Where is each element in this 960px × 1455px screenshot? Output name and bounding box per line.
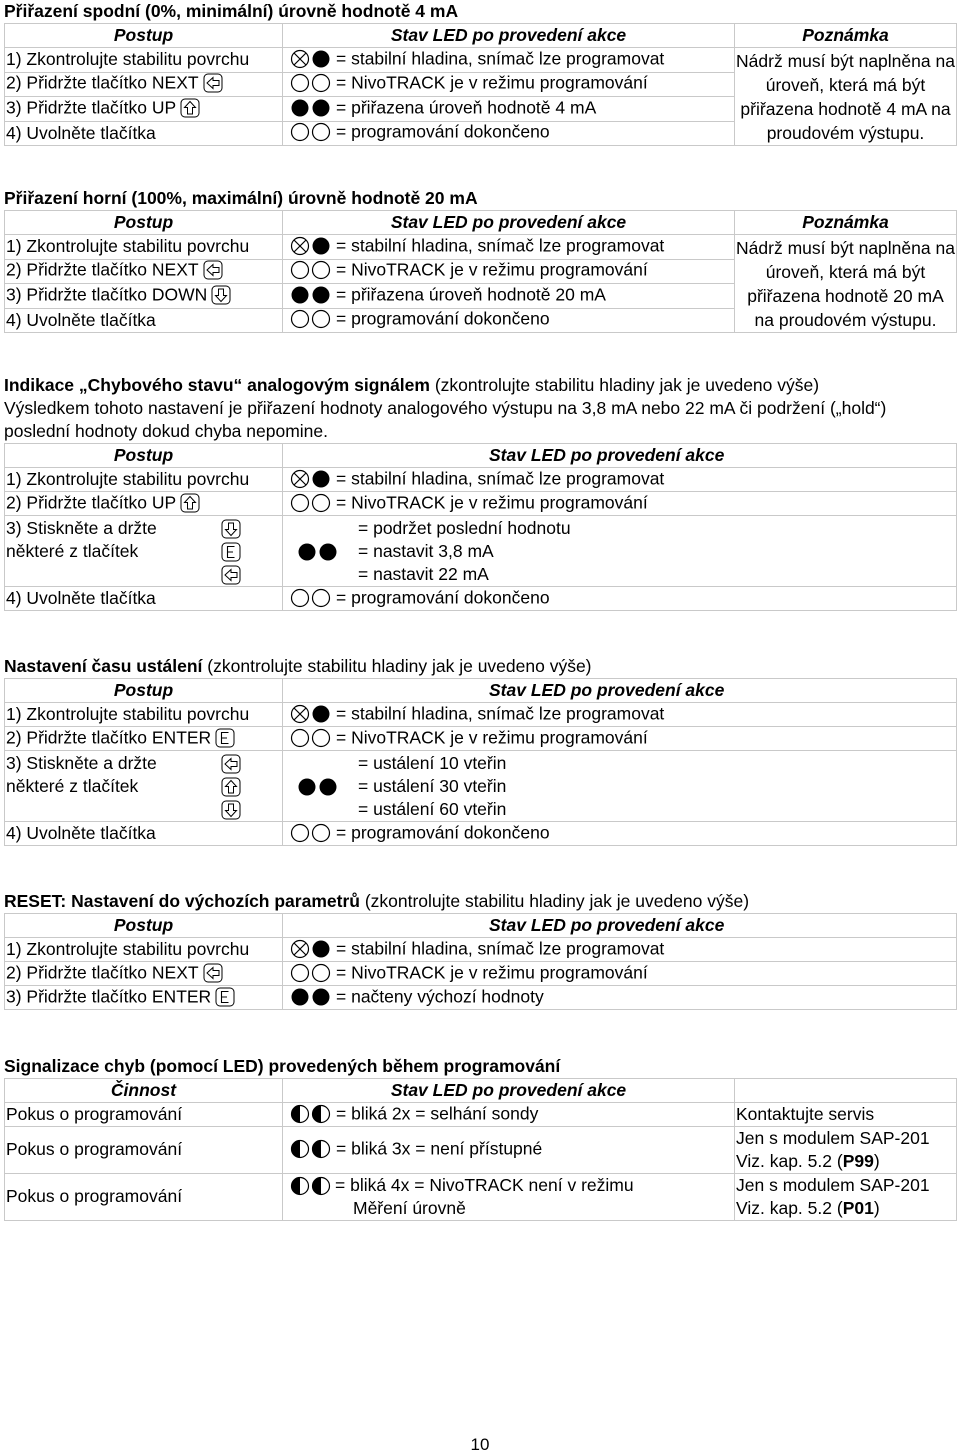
section-error-signaling xyxy=(4,1055,956,1221)
led-cross-filled-icon xyxy=(290,469,332,489)
table-row xyxy=(5,938,957,962)
note-cell: Jen s modulem SAP-201 Viz. kap. 5.2 (P99) xyxy=(735,1127,957,1174)
col-header-stav: Stav LED po provedení akce xyxy=(283,24,735,48)
table-row xyxy=(5,492,957,516)
section-reset xyxy=(4,890,956,1010)
up-button-icon xyxy=(180,493,200,513)
step-cell: 4) Uvolněte tlačítka xyxy=(5,587,283,611)
next-button-icon xyxy=(203,73,223,93)
led-both-off-icon xyxy=(290,493,332,513)
led-both-on-icon xyxy=(290,98,332,118)
led-cross-filled-icon xyxy=(290,939,332,959)
section-title: RESET: Nastavení do výchozích parametrů (zkontrolujte stabilitu hladiny jak je uvedeno výše) xyxy=(4,891,750,911)
led-state-cell: = načteny výchozí hodnoty xyxy=(283,986,957,1010)
col-header-postup: Postup xyxy=(5,211,283,235)
section-settling-time xyxy=(4,655,956,846)
section-title: Nastavení času ustálení (zkontrolujte stabilitu hladiny jak je uvedeno výše) xyxy=(4,656,592,676)
col-header-stav: Stav LED po provedení akce xyxy=(283,1079,735,1103)
col-header-postup: Postup xyxy=(5,679,283,703)
step-cell: 1) Zkontrolujte stabilitu povrchu xyxy=(5,468,283,492)
led-both-on-icon xyxy=(297,777,339,797)
table-row xyxy=(5,1127,957,1174)
next-button-icon xyxy=(203,260,223,280)
table-row xyxy=(5,703,957,727)
led-state-cell: = bliká 4x = NivoTRACK není v režimu Měření úrovně xyxy=(283,1174,735,1221)
step-cell: 3) Stiskněte a držte některé z tlačítek xyxy=(5,751,283,822)
led-state-cell: = bliká 3x = není přístupné xyxy=(283,1127,735,1174)
up-button-icon xyxy=(221,777,241,797)
enter-button-icon xyxy=(221,542,241,562)
action-cell: Pokus o programování xyxy=(5,1103,283,1127)
led-cross-filled-icon xyxy=(290,49,332,69)
section-title: Přiřazení spodní (0%, minimální) úrovně hodnotě 4 mA xyxy=(4,1,459,21)
step-cell: 1) Zkontrolujte stabilitu povrchu xyxy=(5,938,283,962)
table-row xyxy=(5,48,957,73)
led-state-cell: = podržet poslední hodnotu = nastavit 3,8 mA = nastavit 22 mA xyxy=(283,516,957,587)
step-cell: 4) Uvolněte tlačítka xyxy=(5,822,283,846)
led-state-cell: = programování dokončeno xyxy=(283,308,735,333)
note-cell: Nádrž musí být naplněna na úroveň, která má být přiřazena hodnotě 4 mA na proudovém výstupu. xyxy=(735,48,957,146)
section-title: Indikace „Chybového stavu“ analogovým signálem (zkontrolujte stabilitu hladiny jak je uvedeno výše) xyxy=(4,375,820,395)
led-state-cell: = programování dokončeno xyxy=(283,822,957,846)
note-cell: Nádrž musí být naplněna na úroveň, která má být přiřazena hodnotě 20 mA na proudovém výstupu. xyxy=(735,235,957,333)
led-both-off-icon xyxy=(290,73,332,93)
col-header-stav: Stav LED po provedení akce xyxy=(283,211,735,235)
step-cell: 3) Přidržte tlačítko DOWN xyxy=(5,284,283,309)
section-description: Výsledkem tohoto nastavení je přiřazení hodnoty analogového výstupu na 3,8 mA nebo 22 mA či podržení („hold“) poslední hodnoty dokud chyba nepomine. xyxy=(4,398,887,441)
col-header-poznamka: Poznámka xyxy=(735,24,957,48)
led-state-cell: = NivoTRACK je v režimu programování xyxy=(283,72,735,97)
led-state-cell: = NivoTRACK je v režimu programování xyxy=(283,962,957,986)
led-both-off-icon xyxy=(290,588,332,608)
step-cell: 3) Stiskněte a držte některé z tlačítek xyxy=(5,516,283,587)
section-title: Signalizace chyb (pomocí LED) provedených během programování xyxy=(4,1056,561,1076)
table-row xyxy=(5,962,957,986)
procedure-table xyxy=(4,913,957,1010)
procedure-table xyxy=(4,23,957,146)
led-state-cell: = ustálení 10 vteřin = ustálení 30 vteřin = ustálení 60 vteřin xyxy=(283,751,957,822)
col-header-postup: Postup xyxy=(5,914,283,938)
led-state-cell: = NivoTRACK je v režimu programování xyxy=(283,727,957,751)
led-state-cell: = stabilní hladina, snímač lze programovat xyxy=(283,938,957,962)
led-both-off-icon xyxy=(290,823,332,843)
led-state-cell: = stabilní hladina, snímač lze programovat xyxy=(283,48,735,73)
step-cell: 3) Přidržte tlačítko UP xyxy=(5,97,283,122)
step-cell: 1) Zkontrolujte stabilitu povrchu xyxy=(5,703,283,727)
led-state-cell: = NivoTRACK je v režimu programování xyxy=(283,492,957,516)
step-cell: 1) Zkontrolujte stabilitu povrchu xyxy=(5,235,283,260)
table-row xyxy=(5,986,957,1010)
next-button-icon xyxy=(221,754,241,774)
led-state-cell: = stabilní hladina, snímač lze programovat xyxy=(283,235,735,260)
led-state-cell: = programování dokončeno xyxy=(283,587,957,611)
step-cell: 2) Přidržte tlačítko UP xyxy=(5,492,283,516)
enter-button-icon xyxy=(215,987,235,1007)
led-cross-filled-icon xyxy=(290,704,332,724)
down-button-icon xyxy=(211,285,231,305)
led-both-off-icon xyxy=(290,963,332,983)
action-cell: Pokus o programování xyxy=(5,1127,283,1174)
col-header-poznamka: Poznámka xyxy=(735,211,957,235)
step-cell: 2) Přidržte tlačítko NEXT xyxy=(5,259,283,284)
led-state-cell: = stabilní hladina, snímač lze programovat xyxy=(283,468,957,492)
led-both-off-icon xyxy=(290,309,332,329)
down-button-icon xyxy=(221,800,241,820)
led-state-cell: = stabilní hladina, snímač lze programovat xyxy=(283,703,957,727)
led-blinking-icon xyxy=(290,1104,332,1124)
led-state-cell: = bliká 2x = selhání sondy xyxy=(283,1103,735,1127)
col-header-stav: Stav LED po provedení akce xyxy=(283,444,957,468)
up-button-icon xyxy=(180,98,200,118)
procedure-table xyxy=(4,210,957,333)
col-header-cinnost: Činnost xyxy=(5,1079,283,1103)
section-low-level xyxy=(4,0,956,146)
table-row xyxy=(5,468,957,492)
table-row xyxy=(5,822,957,846)
table-row xyxy=(5,516,957,587)
section-high-level xyxy=(4,187,956,333)
col-header-stav: Stav LED po provedení akce xyxy=(283,914,957,938)
note-cell: Jen s modulem SAP-201 Viz. kap. 5.2 (P01) xyxy=(735,1174,957,1221)
col-header-stav: Stav LED po provedení akce xyxy=(283,679,957,703)
led-state-cell: = NivoTRACK je v režimu programování xyxy=(283,259,735,284)
section-error-indication xyxy=(4,374,956,611)
next-button-icon xyxy=(203,963,223,983)
led-both-on-icon xyxy=(290,987,332,1007)
note-cell: Kontaktujte servis xyxy=(735,1103,957,1127)
table-row xyxy=(5,1174,957,1221)
table-row xyxy=(5,587,957,611)
step-cell: 4) Uvolněte tlačítka xyxy=(5,308,283,333)
step-cell: 2) Přidržte tlačítko NEXT xyxy=(5,962,283,986)
procedure-table xyxy=(4,443,957,611)
page-number: 10 xyxy=(470,1435,490,1454)
enter-button-icon xyxy=(215,728,235,748)
table-row xyxy=(5,727,957,751)
error-code: P01 xyxy=(842,1198,874,1218)
led-blinking-icon xyxy=(290,1139,332,1159)
col-header-empty xyxy=(735,1079,957,1103)
col-header-postup: Postup xyxy=(5,444,283,468)
led-state-cell: = přiřazena úroveň hodnotě 4 mA xyxy=(283,97,735,122)
table-row xyxy=(5,235,957,260)
led-blinking-icon xyxy=(290,1176,332,1196)
next-button-icon xyxy=(221,565,241,585)
led-both-on-icon xyxy=(290,285,332,305)
step-cell: 2) Přidržte tlačítko ENTER xyxy=(5,727,283,751)
section-title: Přiřazení horní (100%, maximální) úrovně hodnotě 20 mA xyxy=(4,188,478,208)
table-row xyxy=(5,1103,957,1127)
error-table xyxy=(4,1078,957,1221)
procedure-table xyxy=(4,678,957,846)
led-state-cell: = přiřazena úroveň hodnotě 20 mA xyxy=(283,284,735,309)
step-cell: 1) Zkontrolujte stabilitu povrchu xyxy=(5,48,283,73)
led-both-off-icon xyxy=(290,122,332,142)
led-both-off-icon xyxy=(290,260,332,280)
action-cell: Pokus o programování xyxy=(5,1174,283,1221)
error-code: P99 xyxy=(842,1151,874,1171)
step-cell: 3) Přidržte tlačítko ENTER xyxy=(5,986,283,1010)
led-both-on-icon xyxy=(297,542,339,562)
led-state-cell: = programování dokončeno xyxy=(283,121,735,146)
table-row xyxy=(5,751,957,822)
led-both-off-icon xyxy=(290,728,332,748)
col-header-postup: Postup xyxy=(5,24,283,48)
step-cell: 4) Uvolněte tlačítka xyxy=(5,121,283,146)
down-button-icon xyxy=(221,519,241,539)
step-cell: 2) Přidržte tlačítko NEXT xyxy=(5,72,283,97)
led-cross-filled-icon xyxy=(290,236,332,256)
